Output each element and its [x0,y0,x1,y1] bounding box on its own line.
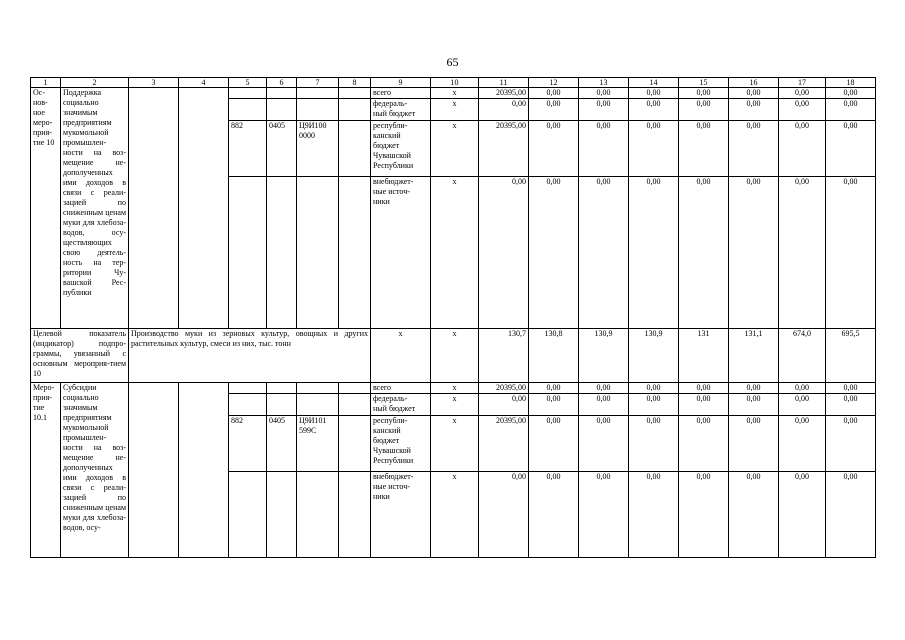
amount-cell: 0,00 [779,177,826,329]
amount-cell: 0,00 [479,394,529,416]
amount-cell: 0,00 [826,383,876,394]
funding-source: республи- канский бюджет Чувашской Республики [371,416,431,472]
amount-cell: 0,00 [729,88,779,99]
indicator-value: 130,9 [579,329,629,383]
measure-name: Меро- прия- тие 10.1 [31,383,61,558]
expense-type-code [339,472,371,558]
funding-source: федераль- ный бюджет [371,394,431,416]
column-number: 1 [31,78,61,88]
amount-cell: 0,00 [826,121,876,177]
x-mark: x [431,472,479,558]
indicator-row [31,329,876,383]
column-number: 11 [479,78,529,88]
expense-type-code [339,88,371,99]
section-code [267,394,297,416]
amount-cell: 0,00 [529,416,579,472]
expense-type-code [339,383,371,394]
amount-cell: 0,00 [579,99,629,121]
indicator-value: 674,0 [779,329,826,383]
indicator-text: Производство муки из зерновых культур, овощных и других растительных культур, смеси из них, тыс. тонн [129,329,371,383]
section-code [267,472,297,558]
section-code [267,88,297,99]
amount-cell: 0,00 [826,88,876,99]
amount-cell: 0,00 [579,177,629,329]
responsible-executor [129,88,179,329]
grbs-code: 882 [229,121,267,177]
expense-type-code [339,121,371,177]
amount-cell: 0,00 [529,121,579,177]
funding-source: внебюджет- ные источ- ники [371,177,431,329]
amount-cell: 0,00 [729,121,779,177]
amount-cell: 0,00 [779,121,826,177]
target-article-code [297,88,339,99]
amount-cell: 0,00 [679,383,729,394]
funding-source: федераль- ный бюджет [371,99,431,121]
funding-source: внебюджет- ные источ- ники [371,472,431,558]
amount-cell: 0,00 [729,99,779,121]
column-number: 6 [267,78,297,88]
amount-cell: 0,00 [729,416,779,472]
expense-type-code [339,416,371,472]
amount-cell: 0,00 [629,383,679,394]
amount-cell: 0,00 [826,472,876,558]
amount-cell: 0,00 [729,472,779,558]
amount-cell: 20395,00 [479,88,529,99]
section-code [267,99,297,121]
column-number: 10 [431,78,479,88]
expense-type-code [339,99,371,121]
amount-cell: 0,00 [579,88,629,99]
grbs-code [229,99,267,121]
column-number: 15 [679,78,729,88]
indicator-value: 130,9 [629,329,679,383]
amount-cell: 0,00 [729,177,779,329]
x-mark: x [431,416,479,472]
page-number: 65 [446,55,459,69]
co-executors [179,88,229,329]
amount-cell: 0,00 [479,177,529,329]
funding-source: всего [371,383,431,394]
amount-cell: 0,00 [579,121,629,177]
column-number: 7 [297,78,339,88]
amount-cell: 0,00 [479,472,529,558]
expense-type-code [339,394,371,416]
table-row [31,383,876,394]
column-number: 18 [826,78,876,88]
column-number: 8 [339,78,371,88]
amount-cell: 0,00 [629,88,679,99]
program-table [30,77,876,558]
amount-cell: 0,00 [826,394,876,416]
column-number: 13 [579,78,629,88]
amount-cell: 0,00 [826,177,876,329]
column-numbers-row [31,78,876,88]
column-number: 14 [629,78,679,88]
amount-cell: 0,00 [729,383,779,394]
indicator-value: 130,7 [479,329,529,383]
amount-cell: 0,00 [629,177,679,329]
x-mark: x [431,177,479,329]
section-code: 0405 [267,121,297,177]
table-row [31,88,876,99]
amount-cell: 0,00 [629,121,679,177]
amount-cell: 20395,00 [479,121,529,177]
measure-description: Субсидии социально значимым предприятиям мукомольной промышлен-ности на воз-мещение не-дополученных ими доходов в связи с реали-зацией по сниженным ценам муки для хлебоза-водов, осу- [61,383,129,558]
amount-cell: 0,00 [629,99,679,121]
indicator-value: 695,5 [826,329,876,383]
amount-cell: 0,00 [579,394,629,416]
amount-cell: 0,00 [826,99,876,121]
amount-cell: 0,00 [579,383,629,394]
measure-description: Поддержка социально значимым предприятиям мукомольной промышлен-ности на воз-мещение не-дополученных ими доходов в связи с реали-зацией по сниженным ценам муки для хлебоза-водов, осу-ществляющих свою деятель-ность на тер-ритории Чу-вашской Рес-публики [61,88,129,329]
x-mark: x [371,329,431,383]
amount-cell: 0,00 [826,416,876,472]
amount-cell: 0,00 [679,394,729,416]
grbs-code [229,383,267,394]
grbs-code [229,394,267,416]
amount-cell: 0,00 [679,177,729,329]
amount-cell: 0,00 [779,88,826,99]
amount-cell: 0,00 [629,416,679,472]
amount-cell: 0,00 [679,99,729,121]
column-number: 17 [779,78,826,88]
amount-cell: 0,00 [529,88,579,99]
indicator-value: 130,8 [529,329,579,383]
amount-cell: 0,00 [679,416,729,472]
amount-cell: 0,00 [679,472,729,558]
amount-cell: 0,00 [679,88,729,99]
co-executors [179,383,229,558]
amount-cell: 0,00 [629,394,679,416]
x-mark: x [431,383,479,394]
amount-cell: 20395,00 [479,416,529,472]
grbs-code [229,88,267,99]
x-mark: x [431,394,479,416]
amount-cell: 0,00 [779,394,826,416]
amount-cell: 20395,00 [479,383,529,394]
x-mark: x [431,121,479,177]
x-mark: x [431,99,479,121]
amount-cell: 0,00 [529,177,579,329]
target-article-code [297,394,339,416]
column-number: 2 [61,78,129,88]
amount-cell: 0,00 [479,99,529,121]
responsible-executor [129,383,179,558]
funding-source: всего [371,88,431,99]
grbs-code [229,177,267,329]
amount-cell: 0,00 [629,472,679,558]
measure-name: Ос- нов- ное меро- прия- тие 10 [31,88,61,329]
indicator-value: 131 [679,329,729,383]
amount-cell: 0,00 [779,416,826,472]
amount-cell: 0,00 [779,99,826,121]
amount-cell: 0,00 [729,394,779,416]
expense-type-code [339,177,371,329]
amount-cell: 0,00 [529,394,579,416]
target-article-code [297,99,339,121]
target-article-code [297,177,339,329]
amount-cell: 0,00 [529,383,579,394]
amount-cell: 0,00 [579,472,629,558]
column-number: 3 [129,78,179,88]
x-mark: x [431,329,479,383]
column-number: 5 [229,78,267,88]
section-code [267,383,297,394]
target-article-code: Ц9И101 599С [297,416,339,472]
section-code: 0405 [267,416,297,472]
amount-cell: 0,00 [529,99,579,121]
amount-cell: 0,00 [779,383,826,394]
indicator-value: 131,1 [729,329,779,383]
column-number: 12 [529,78,579,88]
amount-cell: 0,00 [779,472,826,558]
amount-cell: 0,00 [529,472,579,558]
amount-cell: 0,00 [679,121,729,177]
column-number: 16 [729,78,779,88]
target-article-code [297,472,339,558]
grbs-code [229,472,267,558]
section-code [267,177,297,329]
target-article-code: Ц9И100 0000 [297,121,339,177]
amount-cell: 0,00 [579,416,629,472]
grbs-code: 882 [229,416,267,472]
indicator-label: Целевой показатель (индикатор) подпро-граммы, увязанный с основным мероприя-тием 10 [31,329,129,383]
column-number: 9 [371,78,431,88]
funding-source: республи- канский бюджет Чувашской Республики [371,121,431,177]
column-number: 4 [179,78,229,88]
x-mark: x [431,88,479,99]
target-article-code [297,383,339,394]
